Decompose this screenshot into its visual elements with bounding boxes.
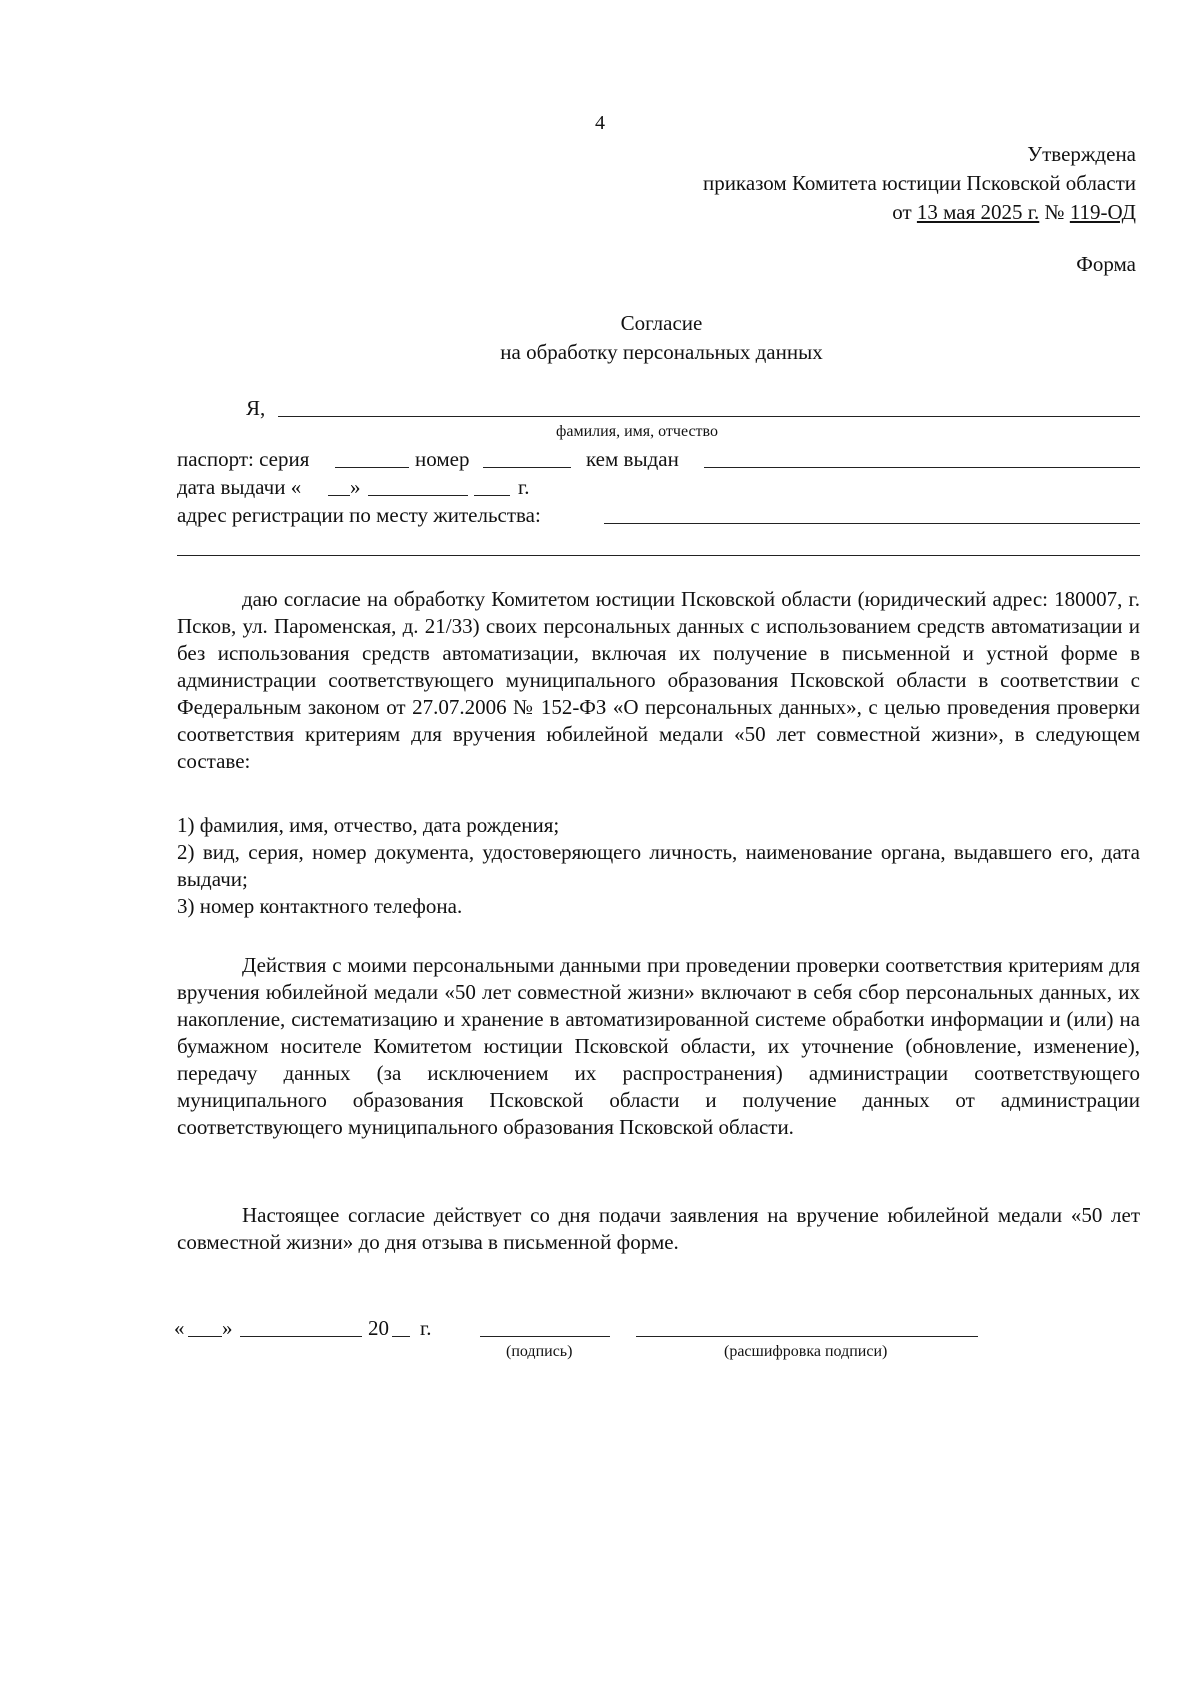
sign-year: 20 bbox=[368, 1316, 389, 1340]
issue-date-year-suffix: г. bbox=[518, 475, 530, 499]
document-title bbox=[0, 309, 1200, 367]
ya-label: Я, bbox=[246, 396, 266, 420]
sign-year-suffix: г. bbox=[420, 1316, 432, 1340]
approval-line2: приказом Комитета юстиции Псковской области bbox=[702, 171, 1136, 195]
consent-paragraph-1-text: даю согласие на обработку Комитетом юстиции Псковской области (юридический адрес: 180007, г. Псков, ул. Пароменская, д. 21/33) своих персональных данных с использованием средств автоматизации и без использования средств автоматизации, включая их получение в письменной и устной форме в администрации соответствующего муниципального образования Псковской области в соответствии с Федеральным законом от 27.07.2006 № 152-ФЗ «О персональных данных», с целью проведения проверки соответствия критериям для вручения юбилейной медали «50 лет совместной жизни», в следующем составе: bbox=[177, 587, 1140, 773]
address-line-2[interactable] bbox=[177, 555, 1140, 556]
form-label: Форма bbox=[1076, 252, 1136, 276]
data-composition-list bbox=[177, 812, 1140, 920]
consent-paragraph-1 bbox=[177, 586, 1140, 775]
sign-month-line[interactable] bbox=[240, 1336, 362, 1337]
approval-line1: Утверждена bbox=[1027, 142, 1136, 166]
approval-number: 119-ОД bbox=[1069, 200, 1136, 224]
list-item-3: 3) номер контактного телефона. bbox=[177, 894, 463, 918]
validity-paragraph-text: Настоящее согласие действует со дня подачи заявления на вручение юбилейной медали «50 лет совместной жизни» до дня отзыва в письменной форме. bbox=[177, 1203, 1140, 1254]
signature-caption: (подпись) bbox=[506, 1343, 573, 1360]
list-item-1: 1) фамилия, имя, отчество, дата рождения; bbox=[177, 813, 560, 837]
issue-day-line[interactable] bbox=[328, 495, 350, 496]
issue-year-line[interactable] bbox=[474, 495, 510, 496]
page-number: 4 bbox=[595, 112, 605, 134]
title-line2: на обработку персональных данных bbox=[500, 340, 823, 364]
approval-from: от bbox=[892, 200, 917, 224]
sign-date-close: » bbox=[222, 1316, 233, 1340]
issued-by-line[interactable] bbox=[704, 467, 1140, 468]
fio-caption: фамилия, имя, отчество bbox=[556, 423, 718, 440]
actions-paragraph-text: Действия с моими персональными данными при проведении проверки соответствия критериям для вручения юбилейной медали «50 лет совместной жизни» включают в себя сбор персональных данных, их накопление, систематизацию и хранение в автоматизированной системе обработки информации и (или) на бумажном носителе Комитетом юстиции Псковской области, их уточнение (обновление, изменение), передачу данных (за исключением их распространения) администрации соответствующего муниципального образования Псковской области и получение данных от администрации соответствующего муниципального образования Псковской области. bbox=[177, 953, 1140, 1139]
sign-day-line[interactable] bbox=[188, 1336, 222, 1337]
approval-number-prefix: № bbox=[1039, 200, 1070, 224]
passport-series-line[interactable] bbox=[335, 467, 409, 468]
validity-paragraph bbox=[177, 1202, 1140, 1256]
passport-series-label: паспорт: серия bbox=[177, 447, 310, 471]
sign-date-open: « bbox=[174, 1316, 185, 1340]
issued-by-label: кем выдан bbox=[586, 447, 679, 471]
approval-block bbox=[703, 140, 1136, 227]
issue-date-mid: » bbox=[350, 475, 361, 499]
passport-number-line[interactable] bbox=[483, 467, 571, 468]
actions-paragraph bbox=[177, 952, 1140, 1141]
list-item-2: 2) вид, серия, номер документа, удостоверяющего личность, наименование органа, выдавшего его, дата выдачи; bbox=[177, 840, 1140, 891]
signature-decode-caption: (расшифровка подписи) bbox=[724, 1343, 888, 1360]
address-label: адрес регистрации по месту жительства: bbox=[177, 503, 541, 527]
signature-line[interactable] bbox=[480, 1336, 610, 1337]
address-line[interactable] bbox=[604, 523, 1140, 524]
fio-line[interactable] bbox=[278, 416, 1140, 417]
title-line1: Согласие bbox=[620, 311, 703, 335]
issue-date-prefix: дата выдачи « bbox=[177, 475, 302, 499]
approval-date: 13 мая 2025 г. bbox=[916, 200, 1040, 224]
issue-month-line[interactable] bbox=[368, 495, 468, 496]
sign-year-line[interactable] bbox=[392, 1336, 410, 1337]
passport-number-label: номер bbox=[415, 447, 470, 471]
signature-decode-line[interactable] bbox=[636, 1336, 978, 1337]
approval-line3 bbox=[703, 198, 1136, 227]
